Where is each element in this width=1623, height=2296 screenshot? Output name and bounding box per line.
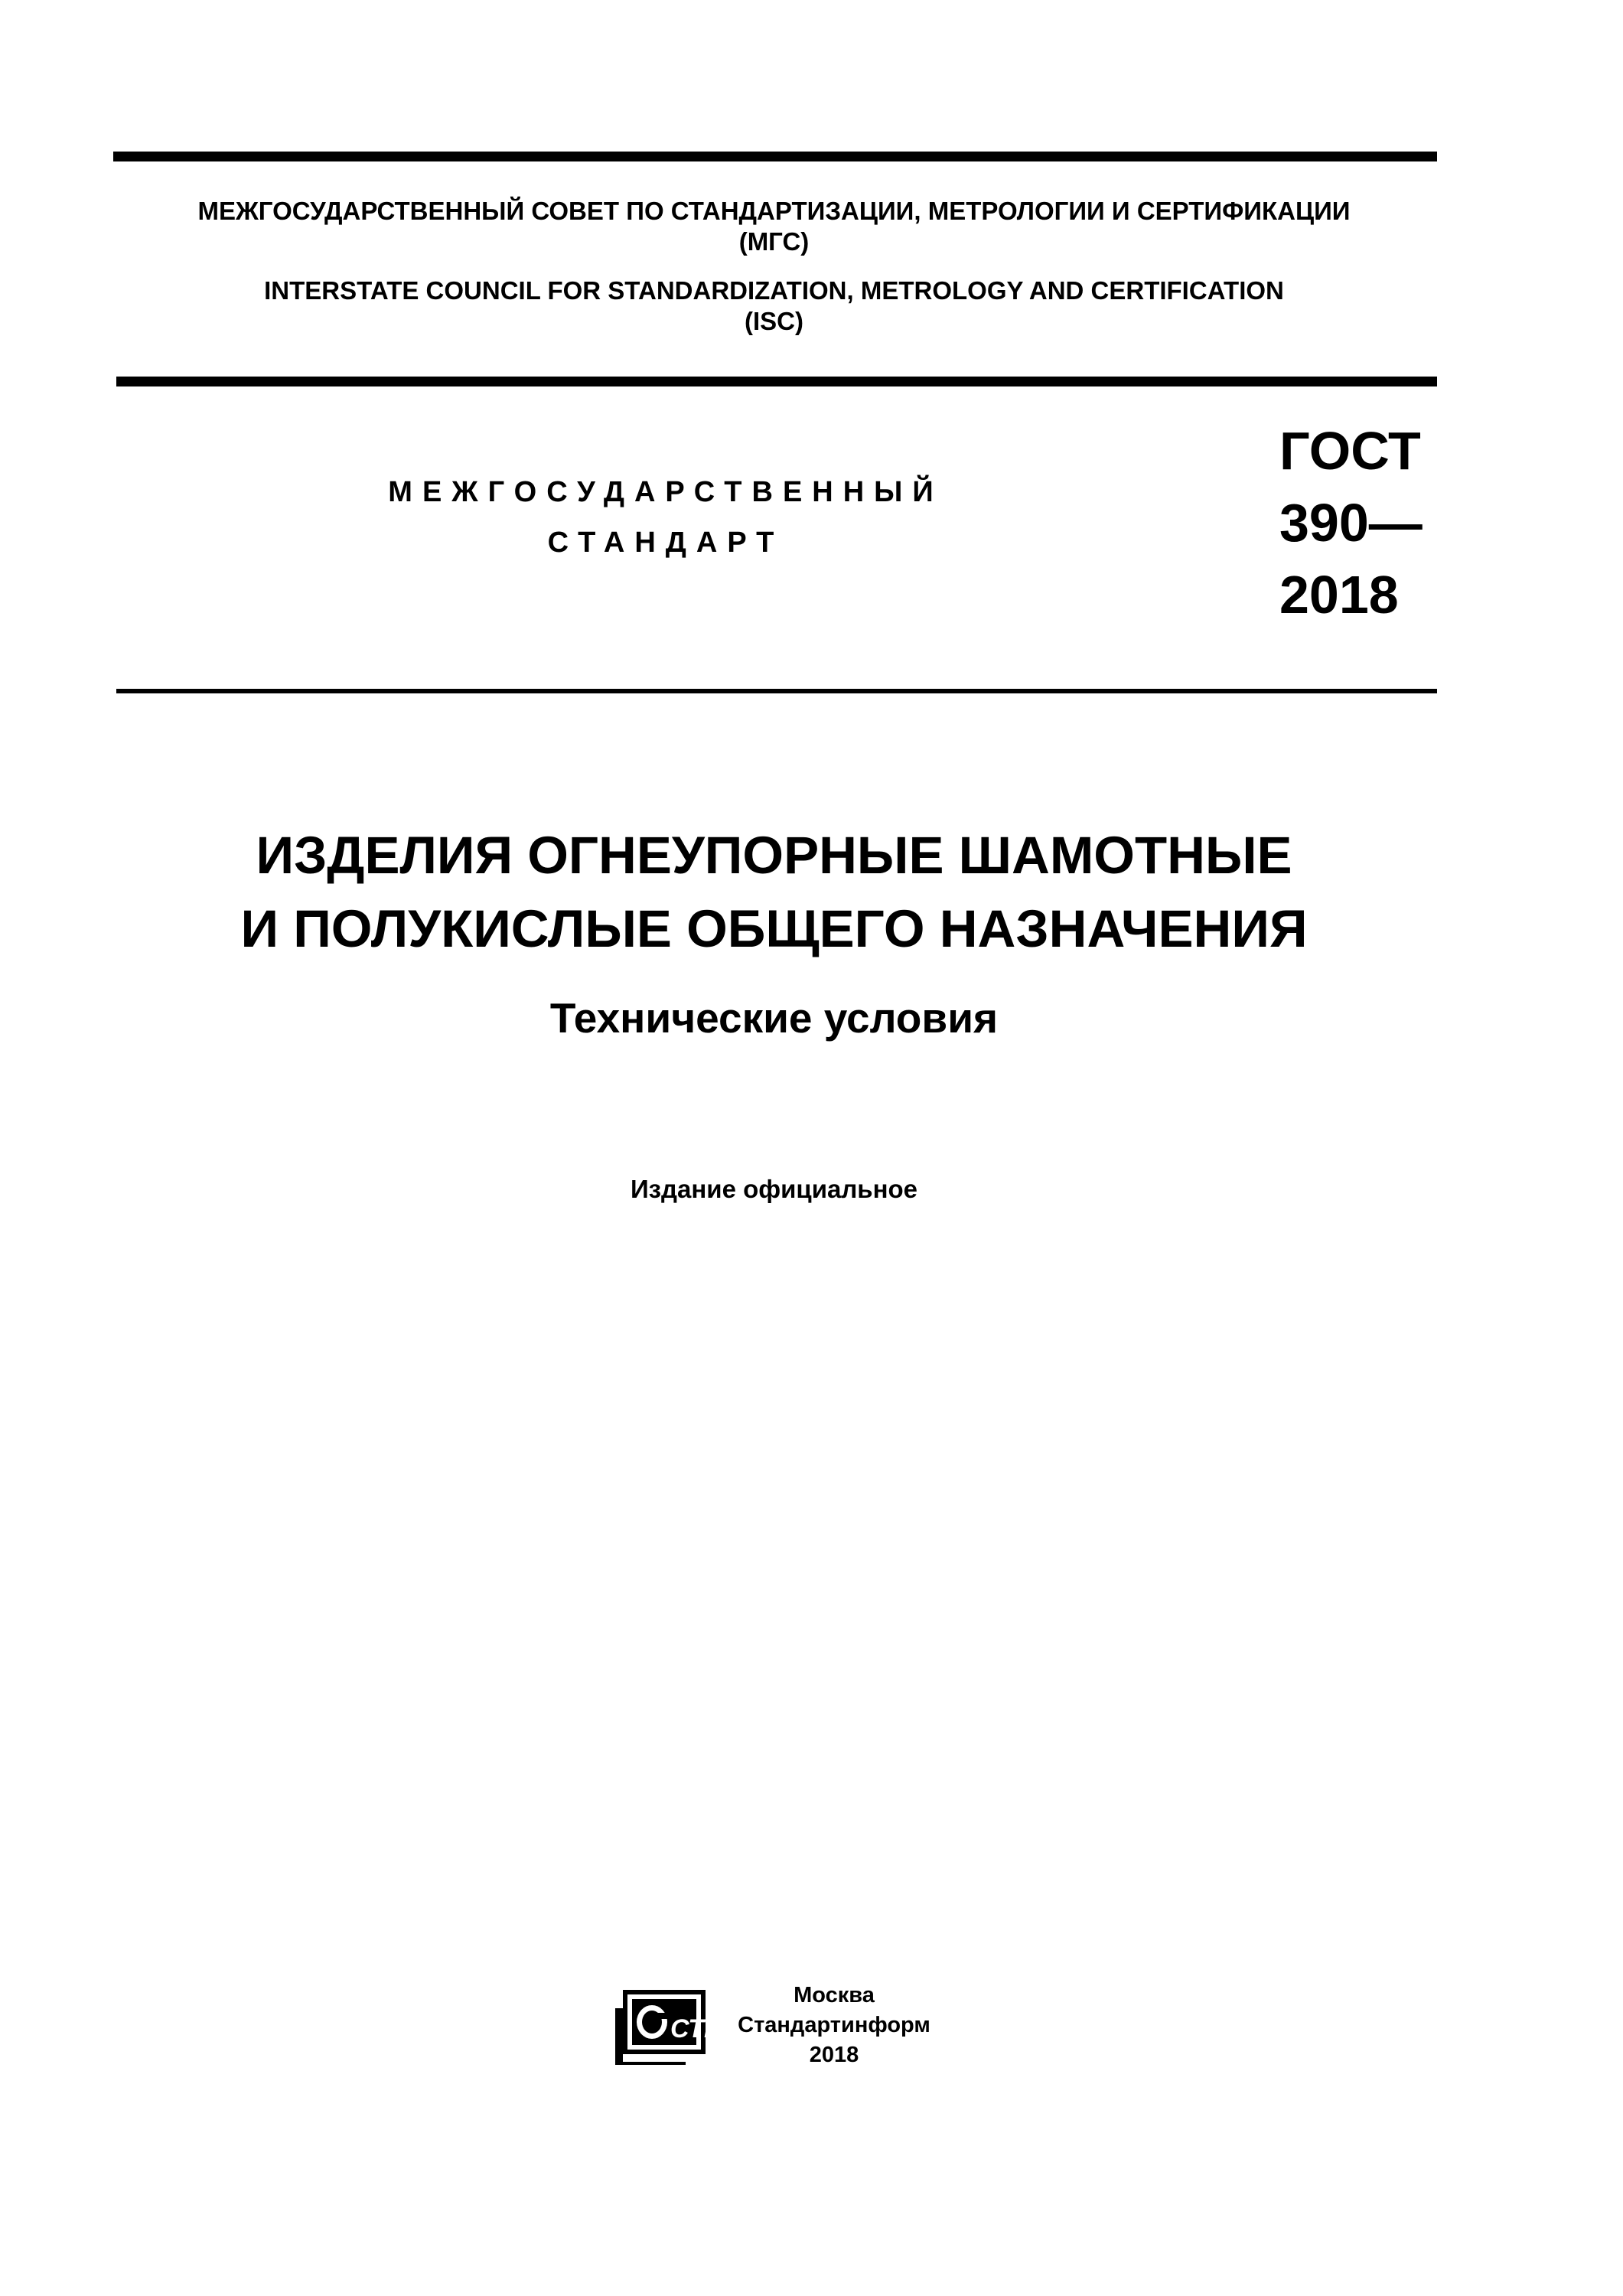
document-title-line2: И ПОЛУКИСЛЫЕ ОБЩЕГО НАЗНАЧЕНИЯ [240,899,1308,958]
standard-designation [1279,415,1455,631]
council-name-ru-line: МЕЖГОСУДАРСТВЕННЫЙ СОВЕТ ПО СТАНДАРТИЗАЦИИ, МЕТРОЛОГИИ И СЕРТИФИКАЦИИ [197,197,1351,225]
standard-type-line1: МЕЖГОСУДАРСТВЕННЫЙ [388,476,943,508]
top-rule [113,152,1437,161]
designation-line1: ГОСТ [1279,421,1421,481]
standard-type-line2: СТАНДАРТ [547,527,784,559]
council-name-ru [77,196,1471,257]
standard-type [360,467,972,568]
document-title [77,819,1471,966]
document-title-line1: ИЗДЕЛИЯ ОГНЕУПОРНЫЕ ШАМОТНЫЕ [256,826,1292,885]
council-abbr-en: (ISC) [745,307,803,335]
council-abbr-ru: (МГС) [738,227,810,256]
document-subtitle: Технические условия [549,994,999,1042]
publisher-logo-icon [612,1982,723,2068]
publisher-year: 2018 [809,2043,859,2067]
edition-note: Издание официальное [630,1175,918,1203]
middle-rule [116,377,1437,386]
council-name-en-line: INTERSTATE COUNCIL FOR STANDARDIZATION, METROLOGY AND CERTIFICATION [264,276,1284,305]
lower-rule [116,689,1437,693]
designation-line3: 2018 [1279,565,1399,625]
publisher-city: Москва [794,1983,875,2007]
logo-letters: СТИ [670,2014,723,2043]
publisher-name: Стандартинформ [738,2013,930,2037]
publisher-block [719,1981,949,2070]
council-name-en [77,276,1471,337]
designation-line2: 390— [1279,493,1423,553]
